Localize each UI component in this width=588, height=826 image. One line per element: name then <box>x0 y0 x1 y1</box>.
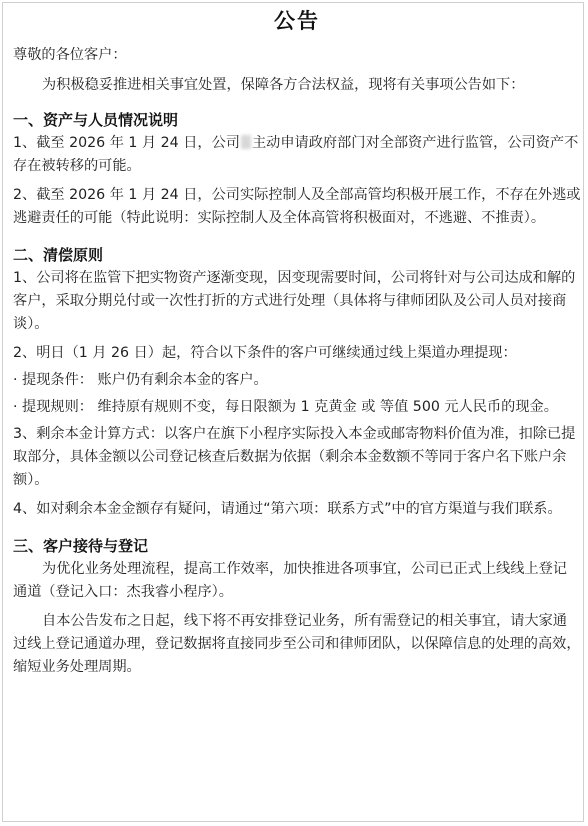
section3-heading: 三、客户接待与登记 <box>13 537 149 555</box>
notice-title: 公告 <box>274 9 320 33</box>
section2-heading: 二、清偿原则 <box>13 246 104 264</box>
section3-para1: 为优化业务处理流程，提高工作效率，加快推进各项事宜，公司已正式上线线上登记通道（登记入口：杰我睿小程序）。 <box>13 561 567 600</box>
section2-item4: 4、如对剩余本金金额存有疑问，请通过“第六项：联系方式”中的官方渠道与我们联系。 <box>13 501 562 517</box>
section1-item1-before: 1、截至 2026 年 1 月 24 日，公司 <box>13 135 240 151</box>
notice-document <box>13 0 581 679</box>
withdraw-condition-bullet: · 提现条件： 账户仍有剩余本金的客户。 <box>13 372 268 388</box>
section1-heading: 一、资产与人员情况说明 <box>13 111 179 129</box>
section3-para2: 自本公告发布之日起，线下将不再安排登记业务，所有需登记的相关事宜，请大家通过线上登记通道办理，登记数据将直接同步至公司和律师团队，以保障信息的处理的高效，缩短业务处理周期。 <box>13 613 581 675</box>
section1-item1-after: 主动申请政府部门对全部资产进行监管，公司资产不存在被转移的可能。 <box>13 135 579 174</box>
section1-item2: 2、截至 2026 年 1 月 24 日，公司实际控制人及全部高管均积极开展工作，不存在外逃或逃避责任的可能（特此说明：实际控制人及全体高管将积极面对，不逃避、不推责）。 <box>13 187 581 226</box>
greeting: 尊敬的各位客户： <box>13 47 127 63</box>
intro-paragraph: 为积极稳妥推进相关事宜处置，保障各方合法权益，现将有关事项公告如下： <box>42 77 525 93</box>
withdraw-rule-bullet: · 提现规则： 维持原有规则不变，每日限额为 1 克黄金 或 等值 500 元人民币的现金。 <box>13 399 558 415</box>
section2-item1: 1、公司将在监管下把实物资产逐渐变现，因变现需要时间，公司将针对与公司达成和解的客户，采取分期兑付或一次性打折的方式进行处理（具体将与律师团队及公司人员对接商谈）。 <box>13 270 576 332</box>
section2-item3: 3、剩余本金计算方式：以客户在旗下小程序实际投入本金或邮寄物料价值为准，扣除已提取部分，具体金额以公司登记核查后数据为依据（剩余本金数额不等同于客户名下账户余额）。 <box>13 426 576 488</box>
section2-item2: 2、明日（1 月 26 日）起，符合以下条件的客户可继续通过线上渠道办理提现： <box>13 345 517 361</box>
redacted-name-block <box>241 135 251 149</box>
section1-item1 <box>13 132 581 178</box>
